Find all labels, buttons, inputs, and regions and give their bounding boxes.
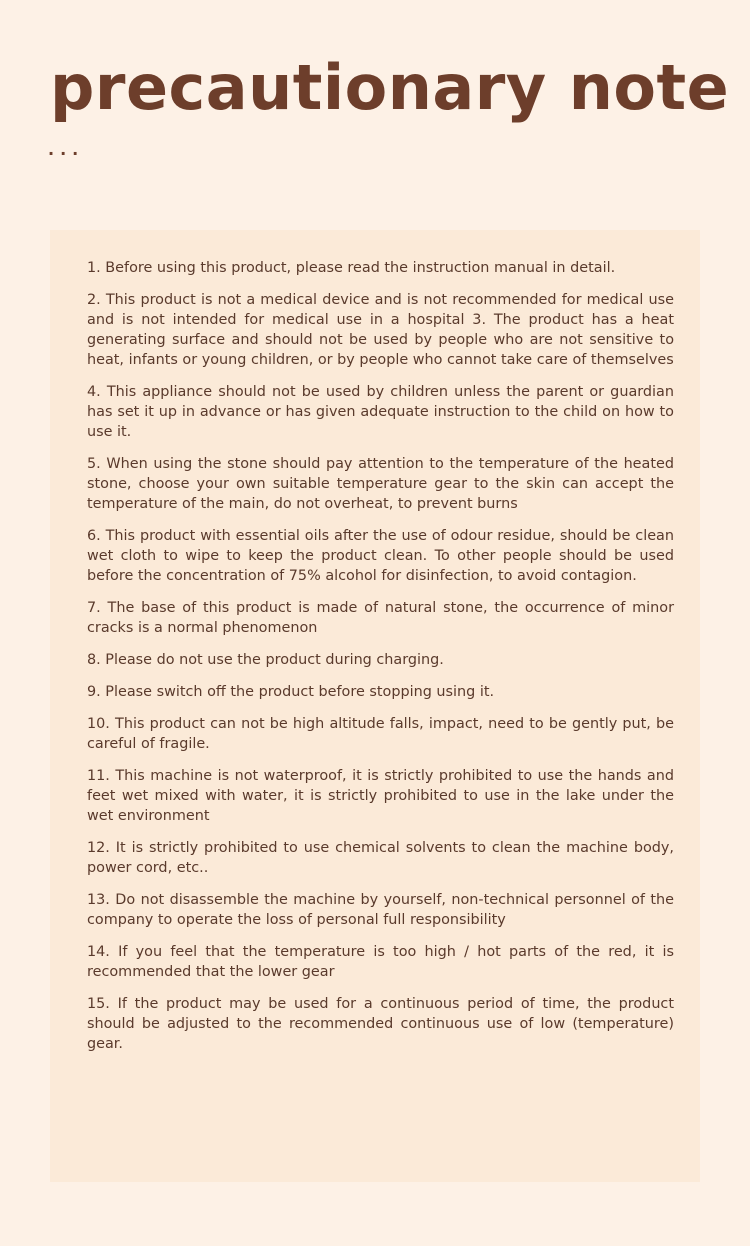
decorative-dots: ... bbox=[48, 140, 85, 159]
note-item-10: 10. This product can not be high altitude falls, impact, need to be gently put, be careful of fragile. bbox=[87, 716, 674, 752]
note-item-13: 13. Do not disassemble the machine by yourself, non-technical personnel of the company to operate the loss of personal full responsibility bbox=[87, 892, 674, 928]
note-item-7: 7. The base of this product is made of natural stone, the occurrence of minor cracks is a normal phenomenon bbox=[87, 600, 674, 636]
page-title: precautionary note bbox=[50, 51, 730, 124]
note-item-2: 2. This product is not a medical device and is not recommended for medical use and is not intended for medical use in a hospital 3. The product has a heat generating surface and should not be used by people who are not sensitive to heat, infants or young children, or by people who cannot take care of themselves bbox=[87, 292, 674, 368]
note-item-15: 15. If the product may be used for a continuous period of time, the product should be adjusted to the recommended continuous use of low (temperature) gear. bbox=[87, 996, 674, 1052]
note-item-4: 4. This appliance should not be used by children unless the parent or guardian has set it up in advance or has given adequate instruction to the child on how to use it. bbox=[87, 384, 674, 440]
notes-panel bbox=[50, 230, 700, 1182]
notes-list bbox=[87, 258, 674, 1054]
note-item-9: 9. Please switch off the product before stopping using it. bbox=[87, 684, 495, 700]
note-item-1: 1. Before using this product, please read the instruction manual in detail. bbox=[87, 260, 616, 276]
note-item-12: 12. It is strictly prohibited to use chemical solvents to clean the machine body, power cord, etc.. bbox=[87, 840, 674, 876]
note-item-11: 11. This machine is not waterproof, it is strictly prohibited to use the hands and feet wet mixed with water, it is strictly prohibited to use in the lake under the wet environment bbox=[87, 768, 674, 824]
note-item-14: 14. If you feel that the temperature is too high / hot parts of the red, it is recommended that the lower gear bbox=[87, 944, 674, 980]
note-item-5: 5. When using the stone should pay attention to the temperature of the heated stone, choose your own suitable temperature gear to the skin can accept the temperature of the main, do not overheat, to prevent burns bbox=[87, 456, 674, 512]
note-item-6: 6. This product with essential oils after the use of odour residue, should be clean wet cloth to wipe to keep the product clean. To other people should be used before the concentration of 75% alcohol for disinfection, to avoid contagion. bbox=[87, 528, 674, 584]
note-item-8: 8. Please do not use the product during charging. bbox=[87, 652, 444, 668]
